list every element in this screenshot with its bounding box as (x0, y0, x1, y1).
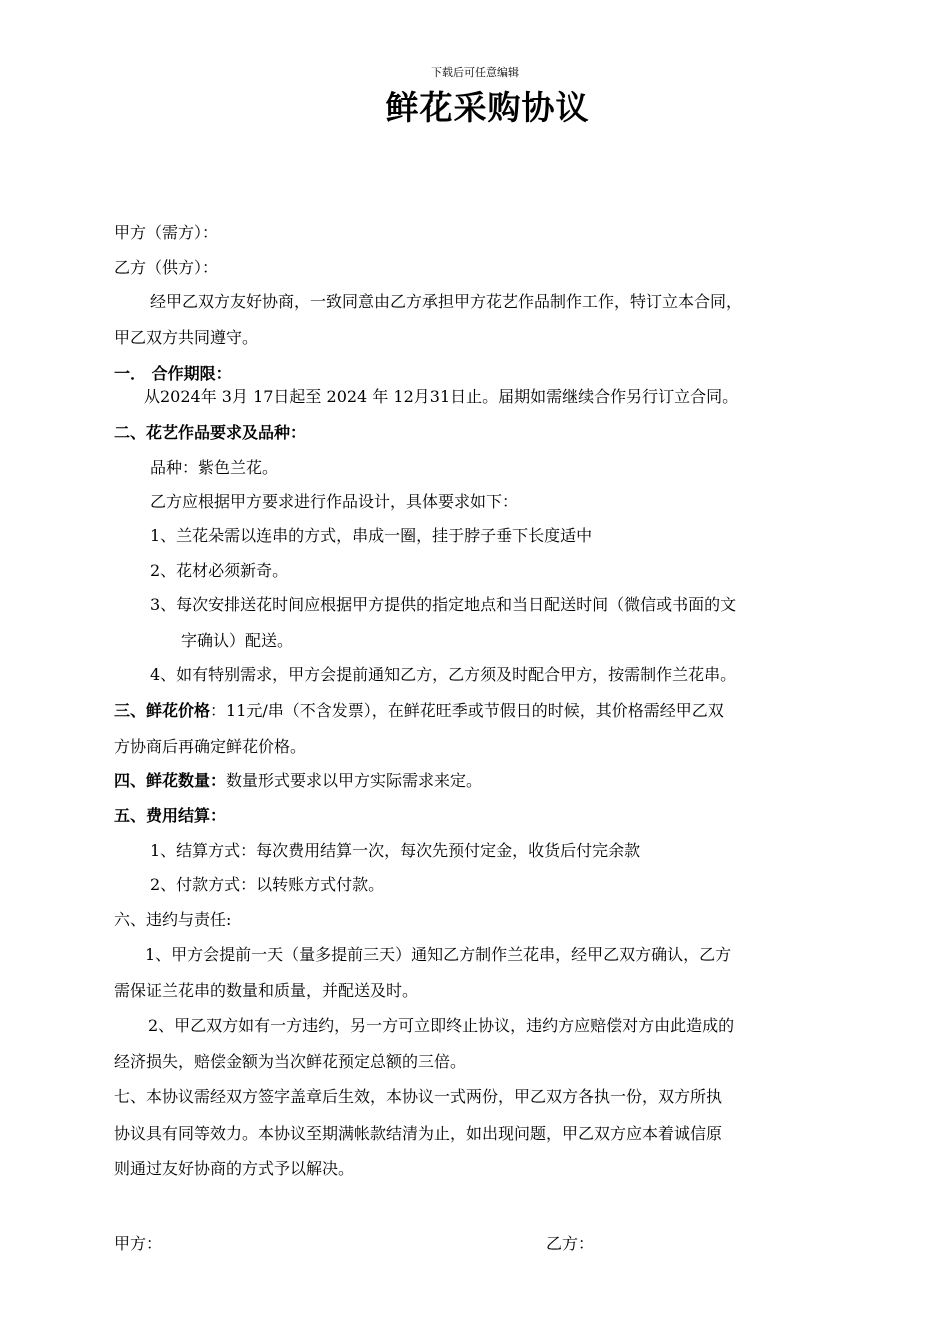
section-6-heading: 六、违约与责任: (114, 910, 232, 929)
section-2-heading: 二、花艺作品要求及品种： (114, 423, 307, 442)
section-6-item-1-line-2: 需保证兰花串的数量和质量，并配送及时。 (114, 981, 419, 1000)
section-5-heading: 五、费用结算： (114, 806, 227, 825)
signature-party-b: 乙方： (546, 1234, 595, 1253)
section-2-item-1: 1、兰花朵需以连串的方式，串成一圈，挂于脖子垂下长度适中 (150, 526, 593, 545)
signature-party-a: 甲方： (114, 1234, 163, 1253)
section-3-line-2: 方协商后再确定鲜花价格。 (114, 737, 307, 756)
section-3-text: ：11元/串（不含发票），在鲜花旺季或节假日的时候，其价格需经甲乙双 (210, 701, 724, 720)
section-7-line-1: 七、本协议需经双方签字盖章后生效，本协议一式两份，甲乙双方各执一份，双方所执 (114, 1087, 723, 1106)
section-5-item-1: 1、结算方式：每次费用结算一次，每次先预付定金，收货后付完余款 (150, 841, 641, 860)
section-6-item-2-line-1: 2、甲乙双方如有一方违约，另一方可立即终止协议，违约方应赔偿对方由此造成的 (148, 1016, 735, 1035)
section-4-text: 数量形式要求以甲方实际需求来定。 (226, 771, 483, 790)
section-7-line-2: 协议具有同等效力。本协议至期满帐款结清为止，如出现问题，甲乙双方应本着诚信原 (114, 1124, 723, 1143)
section-2-requirements-intro: 乙方应根据甲方要求进行作品设计，具体要求如下： (150, 492, 519, 511)
section-6-item-1-line-1: 1、甲方会提前一天（量多提前三天）通知乙方制作兰花串，经甲乙双方确认，乙方 (145, 945, 732, 964)
section-2-item-3-line-1: 3、每次安排送花时间应根据甲方提供的指定地点和当日配送时间（微信或书面的文 (150, 595, 737, 614)
section-2-item-2: 2、花材必须新奇。 (150, 561, 289, 580)
section-1-text: 从2024年 3月 17日起至 2024 年 12月31日止。届期如需继续合作另行订立合同。 (144, 387, 739, 406)
section-2-item-3-line-2: 字确认）配送。 (181, 631, 294, 650)
section-3-line-1 (114, 700, 724, 722)
section-4-line (114, 770, 482, 792)
party-b-label: 乙方（供方）： (114, 258, 219, 277)
section-1-heading: 一． 合作期限： (114, 364, 232, 383)
intro-paragraph-line-2: 甲乙双方共同遵守。 (114, 328, 259, 347)
section-6-item-2-line-2: 经济损失，赔偿金额为当次鲜花预定总额的三倍。 (114, 1052, 467, 1071)
section-2-item-4: 4、如有特别需求，甲方会提前通知乙方，乙方须及时配合甲方，按需制作兰花串。 (150, 665, 737, 684)
party-a-label: 甲方（需方）： (114, 223, 219, 242)
document-title: 鲜花采购协议 (385, 88, 590, 127)
section-2-variety: 品种：紫色兰花。 (150, 458, 279, 477)
header-note: 下载后可任意编辑 (431, 66, 519, 79)
intro-paragraph-line-1: 经甲乙双方友好协商，一致同意由乙方承担甲方花艺作品制作工作，特订立本合同， (150, 292, 743, 311)
section-3-heading: 三、鲜花价格 (114, 701, 211, 720)
section-4-heading: 四、鲜花数量： (114, 771, 227, 790)
section-7-line-3: 则通过友好协商的方式予以解决。 (114, 1159, 355, 1178)
section-5-item-2: 2、付款方式：以转账方式付款。 (150, 875, 385, 894)
